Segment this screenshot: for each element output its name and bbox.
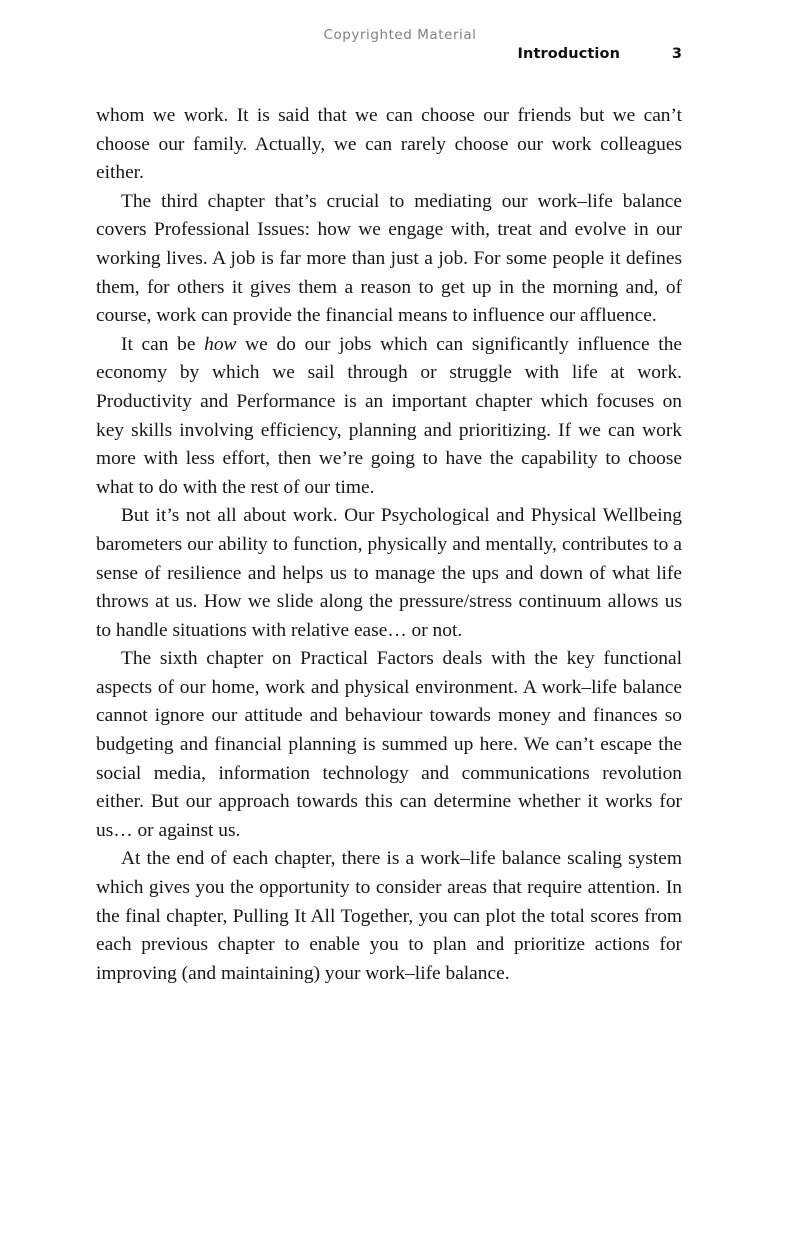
- page-number: 3: [671, 46, 682, 62]
- paragraph: It can be how we do our jobs which can significantly influence the economy by which we sail through or struggle with life at work. Productivity and Performance is an important chapter which focuses on key skills involving efficiency, planning and prioritizing. If we can work more with less effort, then we’re going to have the capability to choose what to do with the rest of our time.: [96, 333, 682, 498]
- body-text-block: [96, 102, 682, 988]
- running-head-title: Introduction: [517, 46, 620, 62]
- paragraph: whom we work. It is said that we can choose our friends but we can’t choose our family. Actually, we can rarely choose our work colleagues either.: [96, 105, 682, 184]
- copyright-watermark-top: Copyrighted Material: [323, 27, 477, 43]
- paragraph: The sixth chapter on Practical Factors deals with the key functional aspects of our home, work and physical environment. A work–life balance cannot ignore our attitude and behaviour towards money and finances so budgeting and financial planning is summed up here. We can’t escape the social media, information technology and communications revolution either. But our approach towards this can determine whether it works for us… or against us.: [96, 648, 682, 841]
- paragraph: But it’s not all about work. Our Psychological and Physical Wellbeing barometers our ability to function, physically and mentally, contributes to a sense of resilience and helps us to manage the ups and down of what life throws at us. How we slide along the pressure/stress continuum allows us to handle situations with relative ease… or not.: [96, 505, 682, 641]
- running-head: [96, 46, 682, 68]
- paragraph: The third chapter that’s crucial to mediating our work–life balance covers Professional Issues: how we engage with, treat and evolve in our working lives. A job is far more than just a job. For some people it defines them, for others it gives them a reason to get up in the morning and, of course, work can provide the financial means to influence our affluence.: [96, 190, 682, 327]
- paragraph: At the end of each chapter, there is a work–life balance scaling system which gives you the opportunity to consider areas that require attention. In the final chapter, Pulling It All Together, you can plot the total scores from each previous chapter to enable you to plan and prioritize actions for improving (and maintaining) your work–life balance.: [96, 848, 682, 984]
